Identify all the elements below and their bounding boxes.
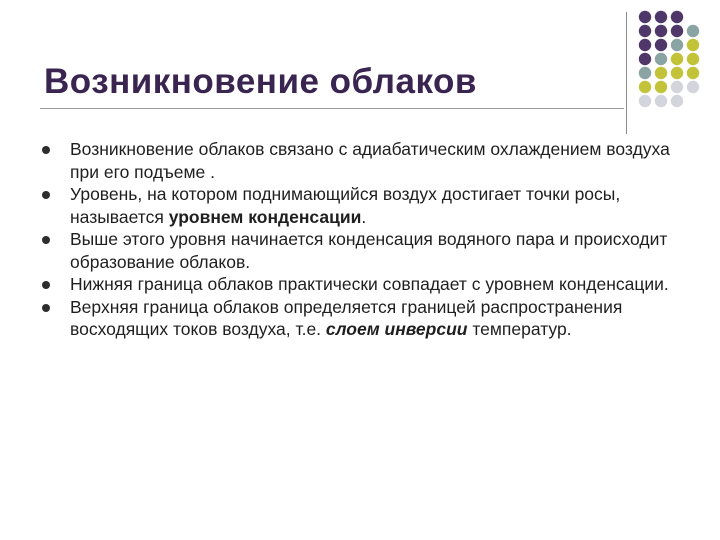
bullet-dot-icon [42, 304, 50, 312]
decorative-dot [671, 95, 683, 107]
decorative-dot-grid [637, 9, 717, 109]
decorative-dot [671, 67, 683, 79]
decorative-dot [655, 95, 667, 107]
bullet-item-2 [40, 183, 680, 228]
decorative-dot [671, 81, 683, 93]
bullet-text-tail: . [361, 206, 367, 227]
bullet-item-4 [40, 273, 680, 296]
bullet-list [40, 138, 680, 341]
decorative-dot [639, 39, 651, 51]
bullet-dot-icon [42, 191, 50, 199]
bullet-item-5 [40, 296, 680, 341]
vertical-divider-line [626, 12, 627, 134]
bullet-item-1 [40, 138, 680, 183]
decorative-dot [655, 67, 667, 79]
decorative-dot [687, 67, 699, 79]
bullet-dot-icon [42, 146, 50, 154]
decorative-dot [687, 39, 699, 51]
bullet-emphasis-term: слоем инверсии [325, 319, 468, 339]
bullet-item-3 [40, 228, 680, 273]
decorative-dot [687, 81, 699, 93]
decorative-dot [671, 11, 683, 23]
bullet-text-tail: температур. [467, 319, 572, 339]
decorative-dot [639, 95, 651, 107]
decorative-dot [655, 39, 667, 51]
decorative-dot [687, 53, 699, 65]
bullet-text: Возникновение облаков связано с адиабатическим охлаждением воздуха при его подъеме . [70, 139, 670, 182]
decorative-dot [671, 53, 683, 65]
bullet-text: Верхняя граница облаков определяется границей распространения восходящих токов воздуха, т.е. [70, 296, 623, 339]
bullet-dot-icon [42, 281, 50, 289]
bullet-text: Выше этого уровня начинается конденсация водяного пара и происходит образование облаков. [70, 229, 668, 272]
decorative-dot [639, 67, 651, 79]
decorative-dot [655, 81, 667, 93]
decorative-dot [639, 11, 651, 23]
decorative-dot [655, 11, 667, 23]
title-underline [40, 108, 624, 109]
decorative-dot [639, 25, 651, 37]
decorative-dot [671, 25, 683, 37]
decorative-dot [655, 53, 667, 65]
bullet-text: Нижняя граница облаков практически совпадает с уровнем конденсации. [70, 274, 669, 294]
decorative-dot [655, 25, 667, 37]
bullet-strong-term: уровнем конденсации [168, 206, 362, 227]
bullet-dot-icon [42, 236, 50, 244]
decorative-dot [639, 81, 651, 93]
bullet-text: Уровень, на котором поднимающийся воздух достигает точки росы, называется [70, 184, 621, 227]
decorative-dot [671, 39, 683, 51]
decorative-dot [639, 53, 651, 65]
slide-title: Возникновение облаков [44, 62, 477, 101]
decorative-dot [687, 25, 699, 37]
